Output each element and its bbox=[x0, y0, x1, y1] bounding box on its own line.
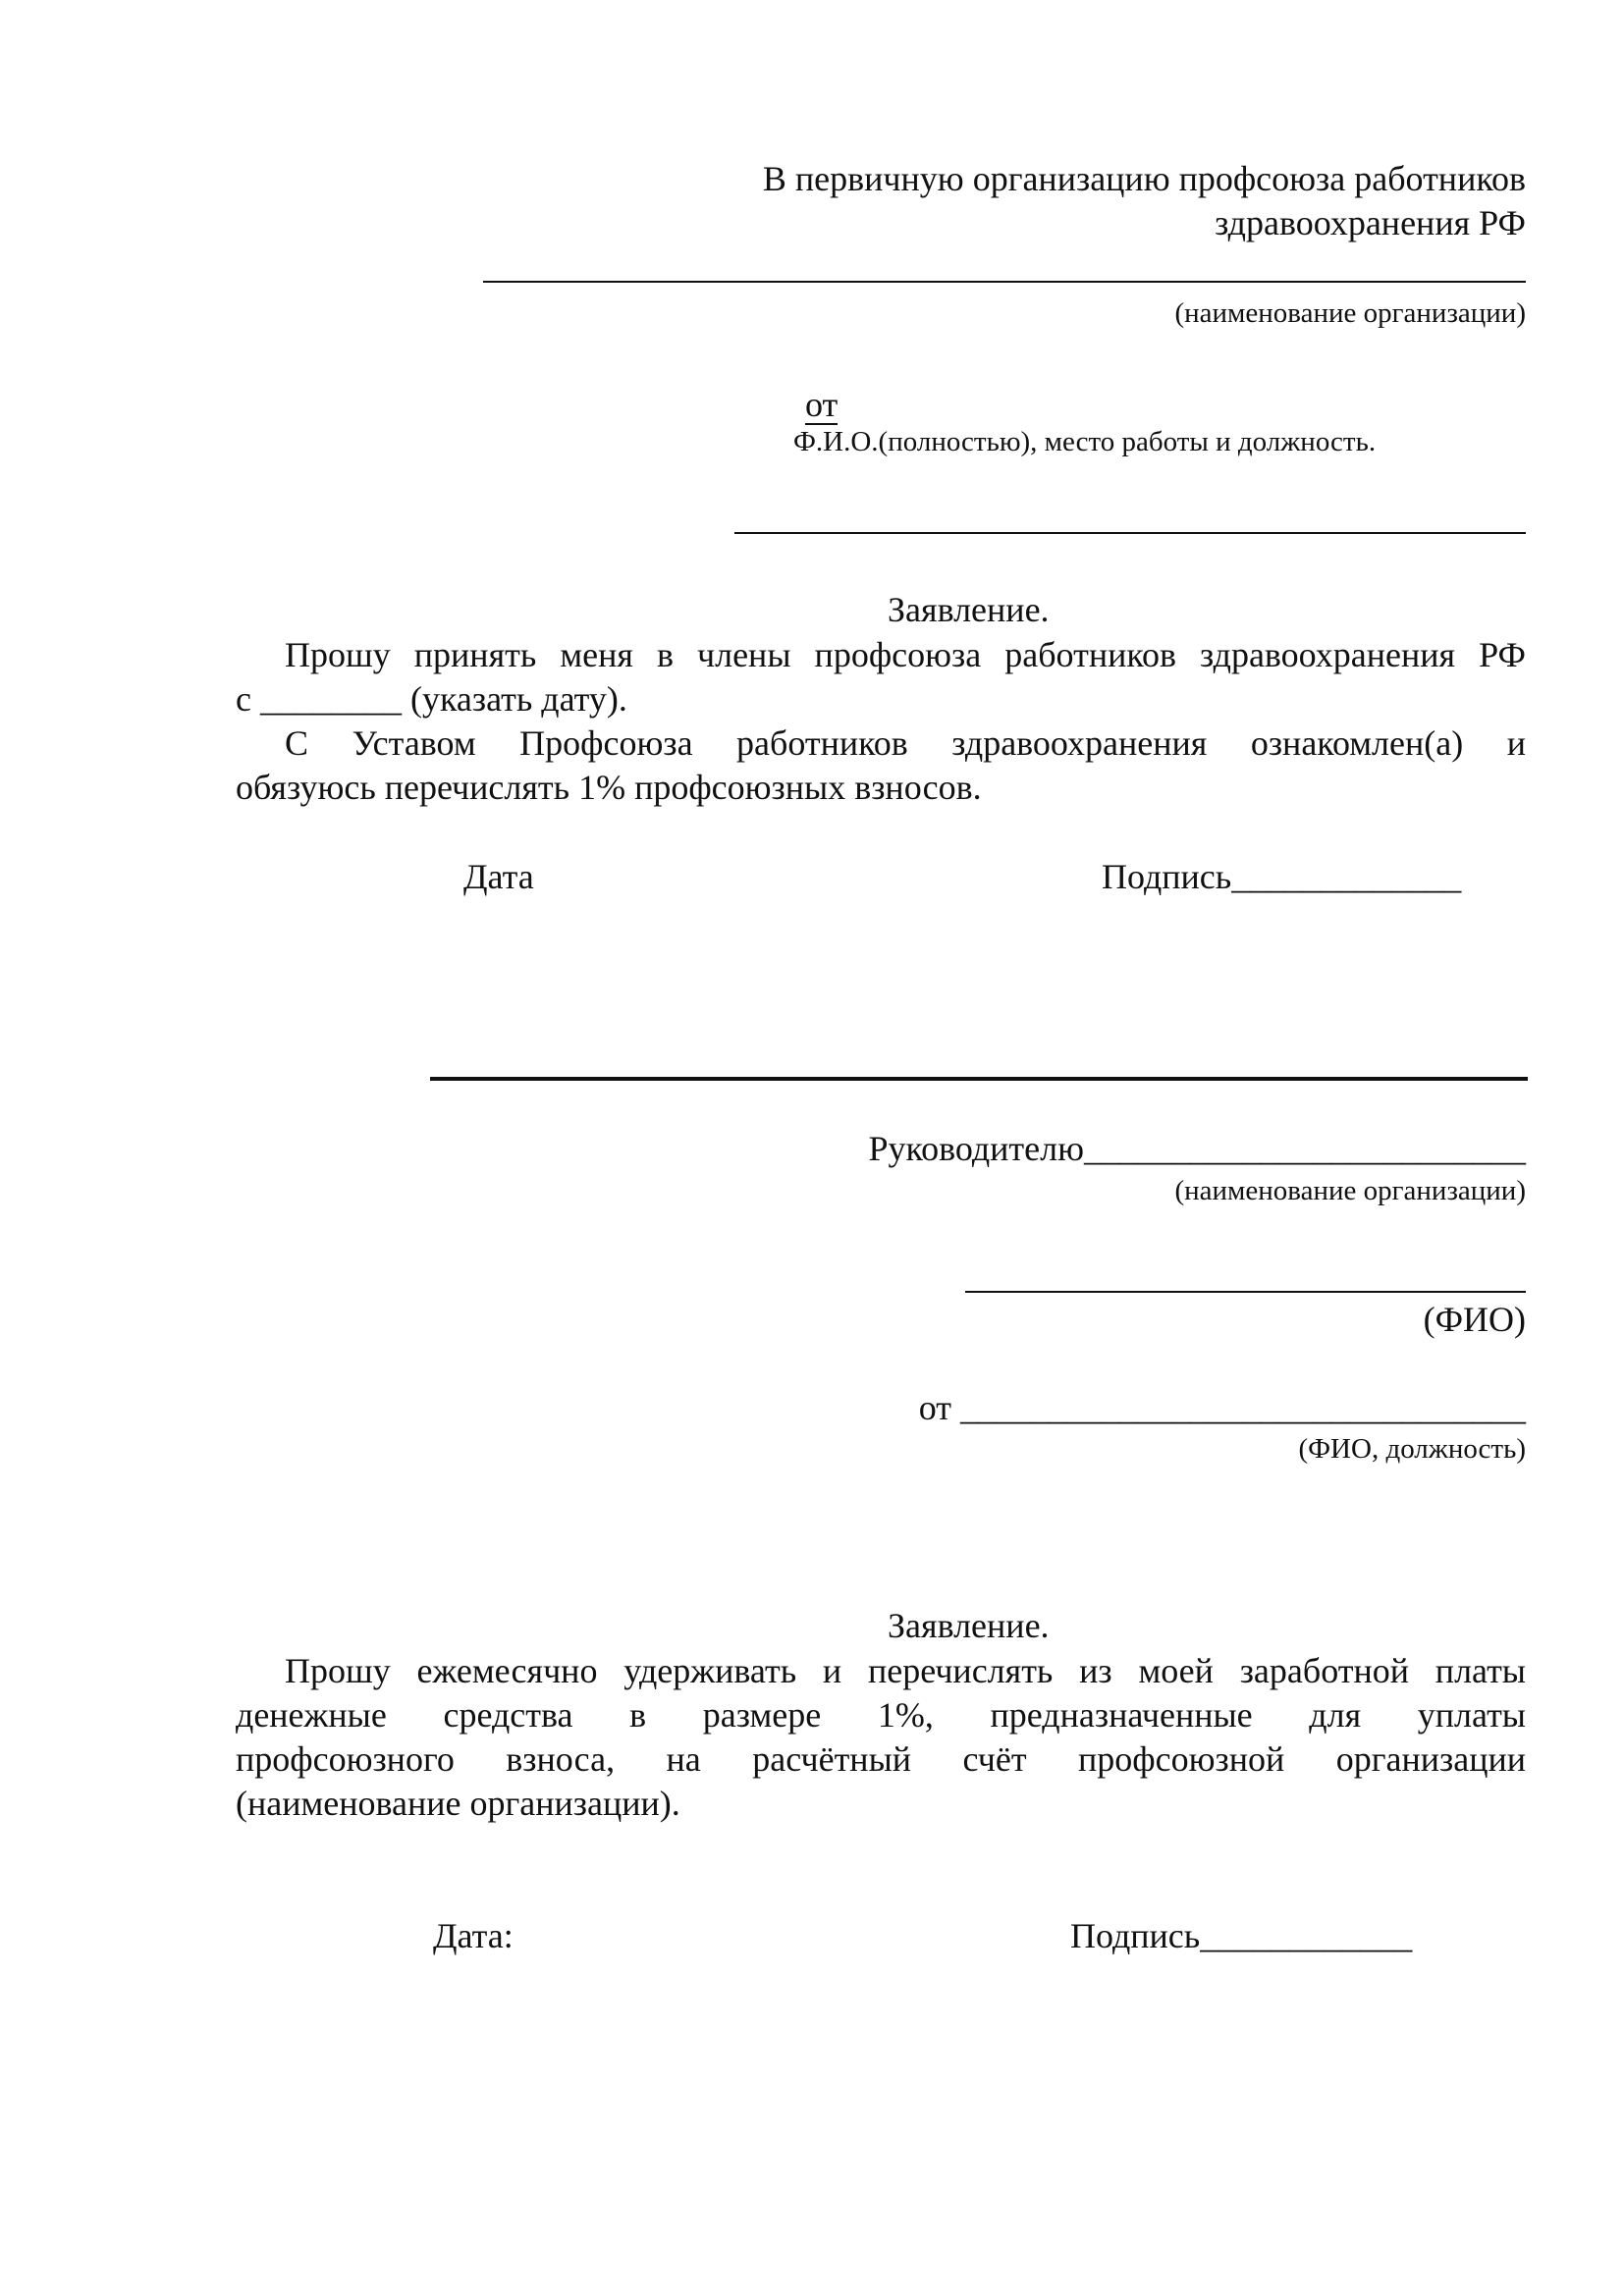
employee-from-label: от ________________________________ bbox=[918, 1388, 1526, 1427]
from-label bbox=[805, 383, 838, 426]
employee-from-caption: (ФИО, должность) bbox=[1298, 1433, 1526, 1465]
statement-heading-2: Заявление. bbox=[888, 1606, 1050, 1645]
deduction-body-line-3: профсоюзного взноса, на расчётный счёт профсоюзной организации bbox=[236, 1739, 1526, 1779]
deduction-body-line-4: (наименование организации). bbox=[236, 1784, 680, 1823]
deduction-body-line-2: денежные средства в размере 1%, предназначенные для уплаты bbox=[236, 1695, 1526, 1735]
head-organization-caption: (наименование организации) bbox=[1174, 1175, 1526, 1206]
section-divider bbox=[430, 1077, 1528, 1081]
head-fio-caption: (ФИО) bbox=[1423, 1300, 1526, 1339]
deduction-body-line-1 bbox=[236, 1649, 1526, 1693]
statement-body-line-1 bbox=[236, 633, 1526, 677]
from-label-text: от bbox=[805, 385, 839, 424]
recipient-line-1: В первичную организацию профсоюза работников bbox=[762, 159, 1526, 198]
statement-body-line-2: с ________ (указать дату). bbox=[236, 679, 627, 719]
recipient-line-2: здравоохранения РФ bbox=[1215, 203, 1526, 242]
signature-label-2: Подпись____________ bbox=[1070, 1916, 1413, 1955]
statement-body-line-4: обязуюсь перечислять 1% профсоюзных взносов. bbox=[236, 768, 982, 807]
signature-label-1: Подпись_____________ bbox=[1102, 857, 1462, 896]
head-fio-blank[interactable] bbox=[965, 1291, 1526, 1293]
date-label-2: Дата: bbox=[433, 1916, 514, 1955]
from-caption: Ф.И.О.(полностью), место работы и должность. bbox=[793, 426, 1377, 457]
deduction-body-text-1: Прошу ежемесячно удерживать и перечислять из моей заработной платы bbox=[285, 1651, 1526, 1690]
organization-caption: (наименование организации) bbox=[1174, 297, 1526, 329]
organization-name-blank[interactable] bbox=[483, 281, 1526, 283]
date-label-1: Дата bbox=[463, 857, 534, 896]
head-recipient-label: Руководителю_________________________ bbox=[868, 1129, 1526, 1168]
statement-body-line-3: С Уставом Профсоюза работников здравоохранения ознакомлен(а) и bbox=[285, 723, 1526, 763]
statement-heading-1: Заявление. bbox=[888, 590, 1050, 629]
applicant-details-blank[interactable] bbox=[734, 532, 1526, 534]
statement-body-text-1: Прошу принять меня в члены профсоюза работников здравоохранения РФ bbox=[285, 635, 1526, 674]
